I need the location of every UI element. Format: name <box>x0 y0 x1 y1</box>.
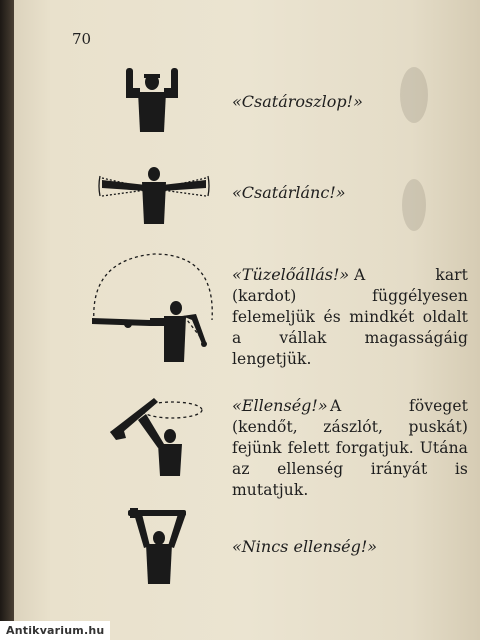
bleed-through-mark <box>384 55 444 235</box>
signal-description: A föveget (kendőt, zászlót, puskát) fejünk felett forgatjuk. Utána az ellenség irányát is mutatjuk. <box>232 397 468 499</box>
watermark: Antikvarium.hu <box>0 621 110 640</box>
signal-command: «Ellenség!» <box>232 396 328 415</box>
signal-command: «Nincs ellenség!» <box>232 537 378 556</box>
rifle-overhead-figure-icon <box>128 508 192 588</box>
signal-command: «Csatároszlop!» <box>232 92 363 111</box>
arm-swing-figure-icon <box>88 250 220 366</box>
page-number: 70 <box>72 30 92 48</box>
book-page <box>14 0 480 640</box>
signal-description: A kart (kardot) függélyesen felemeljük és mindkét oldalt a vállak magasságáig lengetjük. <box>232 266 468 368</box>
book-spine <box>0 0 14 640</box>
signal-command: «Tüzelőállás!» <box>232 265 350 284</box>
rifle-swing-figure-icon <box>108 394 208 478</box>
signal-command: «Csatárlánc!» <box>232 183 346 202</box>
arms-raised-figure-icon <box>122 68 192 136</box>
arms-spread-figure-icon <box>96 166 212 228</box>
